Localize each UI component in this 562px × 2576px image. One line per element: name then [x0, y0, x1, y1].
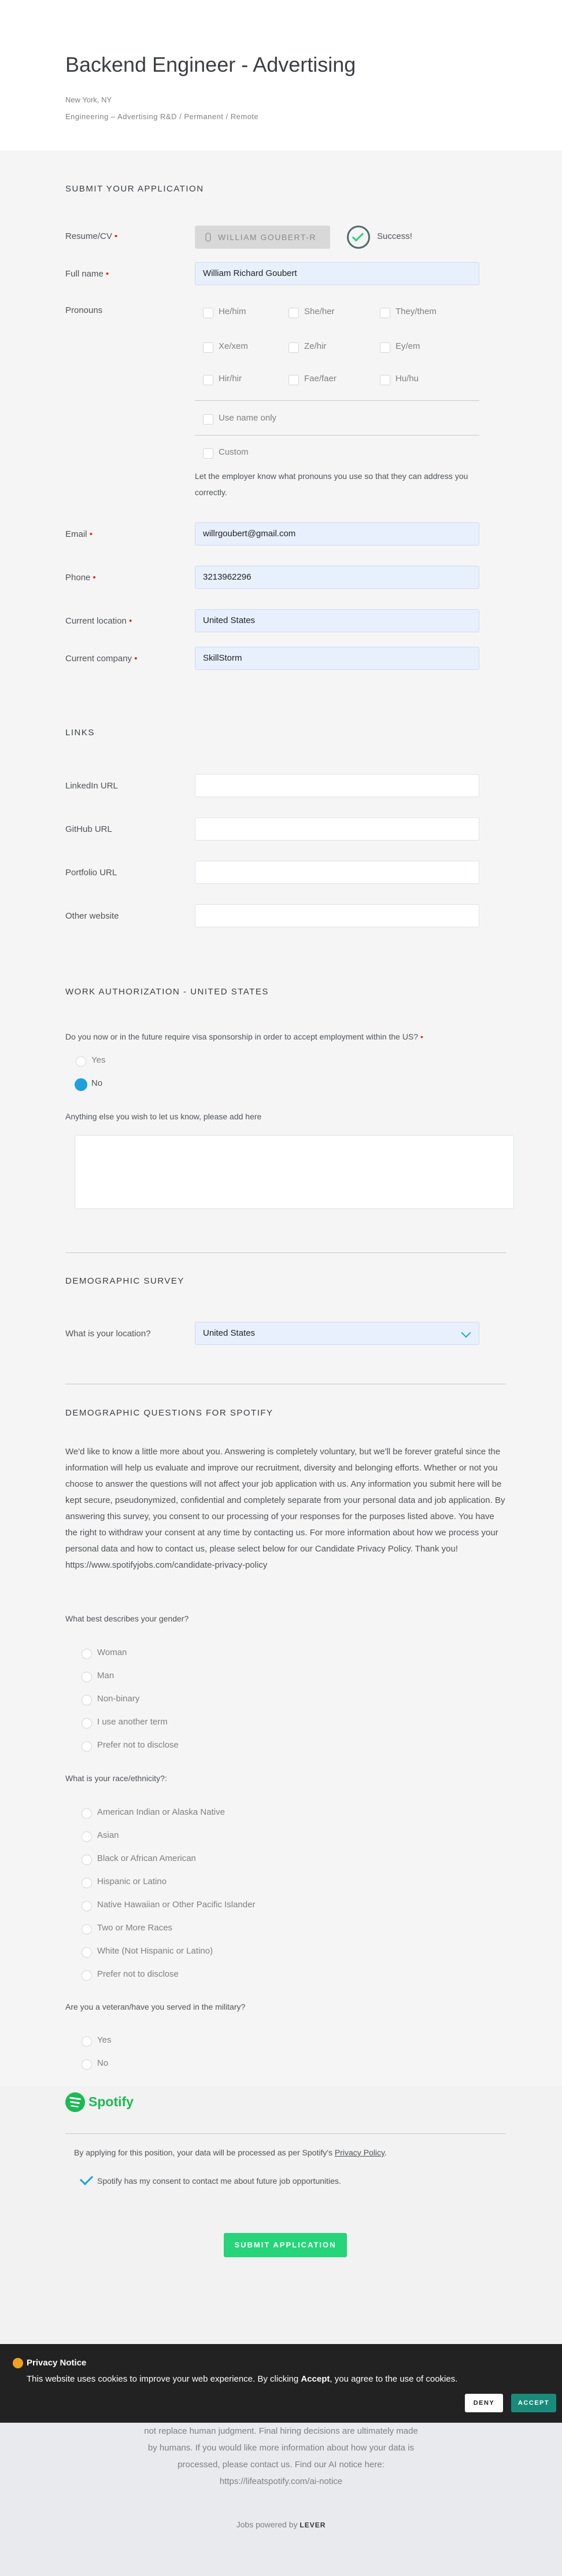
- divider: [65, 2133, 506, 2134]
- phone-label: Phone •: [65, 573, 96, 583]
- github-input[interactable]: [195, 817, 479, 841]
- race-option[interactable]: Two or More Races: [97, 1923, 173, 1933]
- fullname-label: Full name •: [65, 269, 109, 279]
- veteran-option[interactable]: Yes: [97, 2035, 112, 2045]
- email-input[interactable]: willrgoubert@gmail.com: [195, 522, 479, 546]
- chevron-down-icon: [461, 1328, 471, 1338]
- company-input[interactable]: SkillStorm: [195, 647, 479, 670]
- gender-option[interactable]: I use another term: [97, 1717, 168, 1727]
- visa-yes-radio[interactable]: Yes: [91, 1055, 106, 1065]
- submit-application-button[interactable]: SUBMIT APPLICATION: [224, 2233, 347, 2257]
- privacy-policy-link[interactable]: Privacy Policy: [334, 2148, 384, 2157]
- consent-label: Spotify has my consent to contact me about future job opportunities.: [97, 2176, 341, 2186]
- veteran-question: Are you a veteran/have you served in the military?: [65, 2002, 246, 2011]
- race-option[interactable]: White (Not Hispanic or Latino): [97, 1946, 213, 1956]
- cookie-message: This website uses cookies to improve your web experience. By clicking Accept, you agree to the use of cookies.: [27, 2374, 458, 2384]
- email-label: Email •: [65, 529, 93, 539]
- lever-logo[interactable]: LEVER: [300, 2521, 326, 2529]
- divider: [65, 1252, 506, 1253]
- location-input[interactable]: United States: [195, 609, 479, 632]
- powered-by: Jobs powered by LEVER: [236, 2520, 326, 2529]
- privacy-statement: By applying for this position, your data will be processed as per Spotify's Privacy Policy.: [74, 2148, 387, 2157]
- race-question: What is your race/ethnicity?:: [65, 1774, 167, 1783]
- location-label: Current location •: [65, 616, 132, 626]
- spotify-icon: [65, 2092, 85, 2112]
- ai-notice-area: [0, 2423, 562, 2576]
- cookie-title: Privacy Notice: [27, 2358, 87, 2368]
- survey-location-select[interactable]: United States: [195, 1322, 479, 1345]
- success-check-icon: [347, 226, 370, 249]
- pronoun-option[interactable]: He/him: [219, 307, 246, 316]
- pronoun-option[interactable]: They/them: [395, 307, 437, 316]
- demographic-intro: We'd like to know a little more about you. Answering is completely voluntary, but we'll be forever grateful since the information will help us evaluate and improve our recruitment, diversity and belonging efforts. Whether or not you choose to answer the questions will not affect your job application with us. Any information you submit here will be kept secure, pseudonymized, confidential and completely separate from your personal data and job application. By answering this survey, you consent to our processing of your responses for the purposes listed above. You have the right to withdraw your consent at any time by contacting us. For more information about how we process your personal data and how to contact us, please select below for our Candidate Privacy Policy. Thank you! https://www.spotifyjobs.com/candidate-privacy-policy: [65, 1447, 505, 1570]
- section-heading-application: SUBMIT YOUR APPLICATION: [65, 184, 204, 194]
- company-label: Current company •: [65, 654, 138, 664]
- portfolio-label: Portfolio URL: [65, 868, 117, 878]
- race-option[interactable]: Prefer not to disclose: [97, 1969, 179, 1979]
- job-categories: Engineering – Advertising R&D / Permanent / Remote: [65, 112, 259, 121]
- ai-notice: not replace human judgment. Final hiring decisions are ultimately made by humans. If you would like more information about how your data is processed, please contact us. Find our AI notice here: https://lifeatspotify.com/ai-notice: [144, 2426, 418, 2486]
- visa-question: Do you now or in the future require visa sponsorship in order to accept employment within the US? •: [65, 1032, 423, 1041]
- section-heading-survey: DEMOGRAPHIC SURVEY: [65, 1276, 184, 1286]
- gender-option[interactable]: Man: [97, 1671, 114, 1681]
- anything-else-label: Anything else you wish to let us know, please add here: [65, 1112, 262, 1121]
- linkedin-input[interactable]: [195, 774, 479, 797]
- other-website-input[interactable]: [195, 904, 479, 927]
- job-title: Backend Engineer - Advertising: [65, 53, 356, 76]
- gender-option[interactable]: Woman: [97, 1648, 127, 1657]
- pronoun-option[interactable]: Ze/hir: [304, 341, 327, 351]
- race-option[interactable]: Hispanic or Latino: [97, 1877, 167, 1886]
- gender-question: What best describes your gender?: [65, 1614, 189, 1623]
- veteran-option[interactable]: No: [97, 2058, 109, 2068]
- survey-location-question: What is your location?: [65, 1329, 151, 1339]
- other-website-label: Other website: [65, 911, 119, 921]
- custom-pronoun-checkbox[interactable]: Custom: [219, 447, 249, 457]
- github-label: GitHub URL: [65, 824, 112, 834]
- job-header: [0, 0, 562, 150]
- resume-status: Success!: [377, 231, 412, 241]
- section-heading-demographic: DEMOGRAPHIC QUESTIONS FOR SPOTIFY: [65, 1408, 273, 1418]
- pronoun-option[interactable]: Ey/em: [395, 341, 420, 351]
- section-heading-work-auth: WORK AUTHORIZATION - UNITED STATES: [65, 987, 269, 997]
- cookie-banner: [0, 2344, 562, 2423]
- pronouns-label: Pronouns: [65, 305, 103, 315]
- spotify-logo: Spotify: [65, 2090, 144, 2114]
- race-option[interactable]: Native Hawaiian or Other Pacific Islander: [97, 1900, 256, 1910]
- portfolio-input[interactable]: [195, 861, 479, 884]
- job-location: New York, NY: [65, 95, 112, 104]
- paperclip-icon: [205, 233, 211, 242]
- deny-button[interactable]: DENY: [465, 2394, 503, 2412]
- divider: [195, 435, 479, 436]
- linkedin-label: LinkedIn URL: [65, 781, 118, 791]
- race-option[interactable]: American Indian or Alaska Native: [97, 1807, 225, 1817]
- resume-label: Resume/CV •: [65, 231, 118, 241]
- gender-option[interactable]: Non-binary: [97, 1694, 140, 1704]
- pronoun-option[interactable]: Hir/hir: [219, 374, 242, 384]
- race-option[interactable]: Black or African American: [97, 1853, 196, 1863]
- pronoun-help-text: Let the employer know what pronouns you use so that they can address you correctly.: [195, 471, 468, 497]
- pronoun-option[interactable]: She/her: [304, 307, 335, 316]
- fullname-input[interactable]: William Richard Goubert: [195, 262, 479, 285]
- divider: [195, 400, 479, 401]
- pronoun-option[interactable]: Fae/faer: [304, 374, 337, 384]
- pronoun-option[interactable]: Hu/hu: [395, 374, 419, 384]
- race-option[interactable]: Asian: [97, 1830, 119, 1840]
- accept-button[interactable]: ACCEPT: [511, 2394, 556, 2412]
- gender-option[interactable]: Prefer not to disclose: [97, 1740, 179, 1750]
- pronoun-option[interactable]: Xe/xem: [219, 341, 248, 351]
- anything-else-textarea[interactable]: [75, 1135, 514, 1209]
- cookie-icon: [13, 2358, 23, 2368]
- section-heading-links: LINKS: [65, 728, 95, 738]
- visa-no-radio[interactable]: No: [91, 1078, 103, 1088]
- resume-upload-button[interactable]: WILLIAM GOUBERT-R: [195, 226, 330, 249]
- use-name-only-checkbox[interactable]: Use name only: [219, 413, 277, 423]
- phone-input[interactable]: 3213962296: [195, 566, 479, 589]
